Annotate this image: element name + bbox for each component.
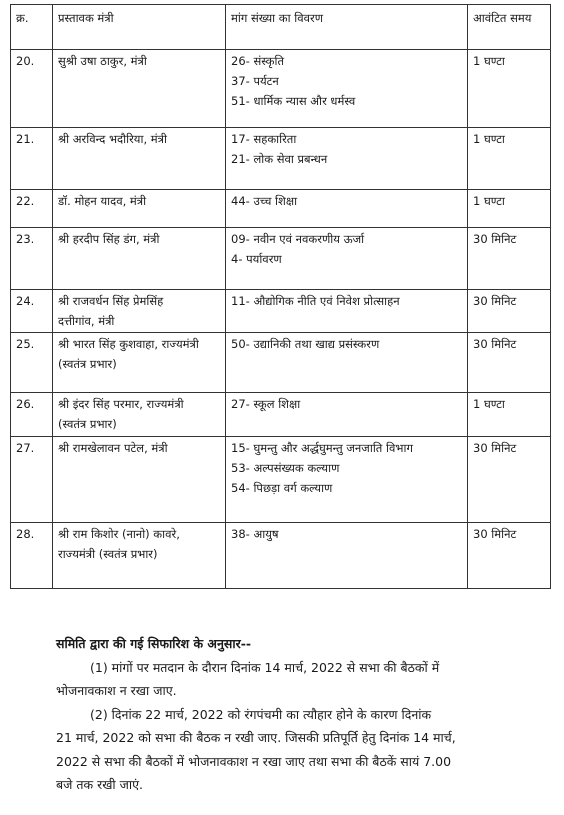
table-row: [11, 50, 551, 128]
table-row: [11, 333, 551, 393]
header-serial: क्र.: [11, 5, 53, 50]
demand-item: 50- उद्यानिकी तथा खाद्य प्रसंस्करण: [231, 337, 380, 351]
table-body: [11, 50, 551, 589]
demands-cell: [226, 228, 468, 290]
serial-number: 23.: [11, 228, 53, 290]
demands-cell: [226, 523, 468, 589]
serial-number: 28.: [11, 523, 53, 589]
table-row: [11, 128, 551, 190]
allotted-time: 1 घण्टा: [468, 50, 551, 128]
allotted-time: 30 मिनिट: [468, 437, 551, 523]
minister-name: डॉ. मोहन यादव, मंत्री: [58, 194, 147, 208]
serial-number: 21.: [11, 128, 53, 190]
demand-item: 15- घुमन्तु और अर्द्धघुमन्तु जनजाति विभाग: [231, 441, 413, 455]
demands-cell: [226, 128, 468, 190]
allotted-time: 30 मिनिट: [468, 290, 551, 333]
demand-item: 21- लोक सेवा प्रबन्धन: [231, 152, 328, 166]
allotted-time: 30 मिनिट: [468, 228, 551, 290]
recommendation-1-line-1: (1) मांगों पर मतदान के दौरान दिनांक 14 मार्च, 2022 से सभा की बैठकों में: [90, 659, 440, 675]
demand-item: 51- धार्मिक न्यास और धर्मस्व: [231, 94, 356, 108]
serial-number: 25.: [11, 333, 53, 393]
allotted-time: 1 घण्टा: [468, 393, 551, 437]
demand-item: 54- पिछड़ा वर्ग कल्याण: [231, 481, 333, 495]
minister-cell: [53, 50, 226, 128]
table-row: [11, 190, 551, 228]
minister-cell: [53, 228, 226, 290]
demand-item: 53- अल्पसंख्यक कल्याण: [231, 461, 340, 475]
demands-cell: [226, 190, 468, 228]
demands-cell: [226, 50, 468, 128]
minister-cell: [53, 523, 226, 589]
minister-cell: [53, 437, 226, 523]
minister-name: दत्तीगांव, मंत्री: [58, 314, 115, 328]
demands-cell: [226, 393, 468, 437]
minister-name: (स्वतंत्र प्रभार): [58, 417, 117, 431]
recommendation-2-line-3: 2022 से सभा की बैठकों में भोजनावकाश न रखा जाए तथा सभा की बैठकें सायं 7.00: [56, 753, 452, 769]
demand-item: 09- नवीन एवं नवकरणीय ऊर्जा: [231, 232, 365, 246]
minister-name: सुश्री उषा ठाकुर, मंत्री: [58, 54, 147, 68]
demand-item: 26- संस्कृति: [231, 54, 285, 68]
header-minister: प्रस्तावक मंत्री: [53, 5, 226, 50]
serial-number: 24.: [11, 290, 53, 333]
table-row: [11, 393, 551, 437]
allotted-time: 1 घण्टा: [468, 190, 551, 228]
header-time: आवंटित समय: [468, 5, 551, 50]
minister-cell: [53, 190, 226, 228]
minister-name: श्री राजवर्धन सिंह प्रेमसिंह: [58, 294, 164, 308]
recommendations: [56, 632, 526, 797]
minister-name: (स्वतंत्र प्रभार): [58, 357, 117, 371]
table-row: [11, 437, 551, 523]
minister-cell: [53, 393, 226, 437]
table-row: [11, 228, 551, 290]
minister-name: श्री इंदर सिंह परमार, राज्यमंत्री: [58, 397, 184, 411]
demand-item: 38- आयुष: [231, 527, 279, 541]
minister-name: श्री अरविन्द भदौरिया, मंत्री: [58, 132, 167, 146]
recommendation-1-line-2: भोजनावकाश न रखा जाए.: [56, 683, 177, 698]
demand-item: 44- उच्च शिक्षा: [231, 194, 298, 208]
allotted-time: 1 घण्टा: [468, 128, 551, 190]
minister-name: राज्यमंत्री (स्वतंत्र प्रभार): [58, 547, 158, 561]
header-demands: मांग संख्या का विवरण: [226, 5, 468, 50]
serial-number: 20.: [11, 50, 53, 128]
serial-number: 22.: [11, 190, 53, 228]
demands-table: [10, 4, 551, 589]
minister-cell: [53, 128, 226, 190]
table-header-row: [11, 5, 551, 50]
demand-item: 37- पर्यटन: [231, 74, 279, 88]
minister-name: श्री राम किशोर (नानो) कावरे,: [58, 527, 180, 541]
demand-item: 17- सहकारिता: [231, 132, 297, 146]
demand-item: 11- औद्योगिक नीति एवं निवेश प्रोत्साहन: [231, 294, 400, 308]
recommendation-2-line-1: (2) दिनांक 22 मार्च, 2022 को रंगपंचमी का त्यौहार होने के कारण दिनांक: [90, 706, 432, 722]
minister-name: श्री रामखेलावन पटेल, मंत्री: [58, 441, 168, 455]
demand-item: 4- पर्यावरण: [231, 252, 282, 266]
minister-cell: [53, 333, 226, 393]
minister-cell: [53, 290, 226, 333]
demands-cell: [226, 437, 468, 523]
recommendation-2-line-2: 21 मार्च, 2022 को सभा की बैठक न रखी जाए. जिसकी प्रतिपूर्ति हेतु दिनांक 14 मार्च,: [56, 730, 456, 745]
demands-cell: [226, 333, 468, 393]
serial-number: 27.: [11, 437, 53, 523]
minister-name: श्री हरदीप सिंह डंग, मंत्री: [58, 232, 160, 246]
demand-item: 27- स्कूल शिक्षा: [231, 397, 301, 411]
table-row: [11, 290, 551, 333]
allotted-time: 30 मिनिट: [468, 333, 551, 393]
table-row: [11, 523, 551, 589]
recommendations-heading: समिति द्वारा की गई सिफारिश के अनुसार--: [56, 636, 252, 651]
demands-cell: [226, 290, 468, 333]
serial-number: 26.: [11, 393, 53, 437]
recommendation-2-line-4: बजे तक रखी जाएं.: [56, 777, 144, 792]
allotted-time: 30 मिनिट: [468, 523, 551, 589]
minister-name: श्री भारत सिंह कुशवाहा, राज्यमंत्री: [58, 337, 199, 351]
